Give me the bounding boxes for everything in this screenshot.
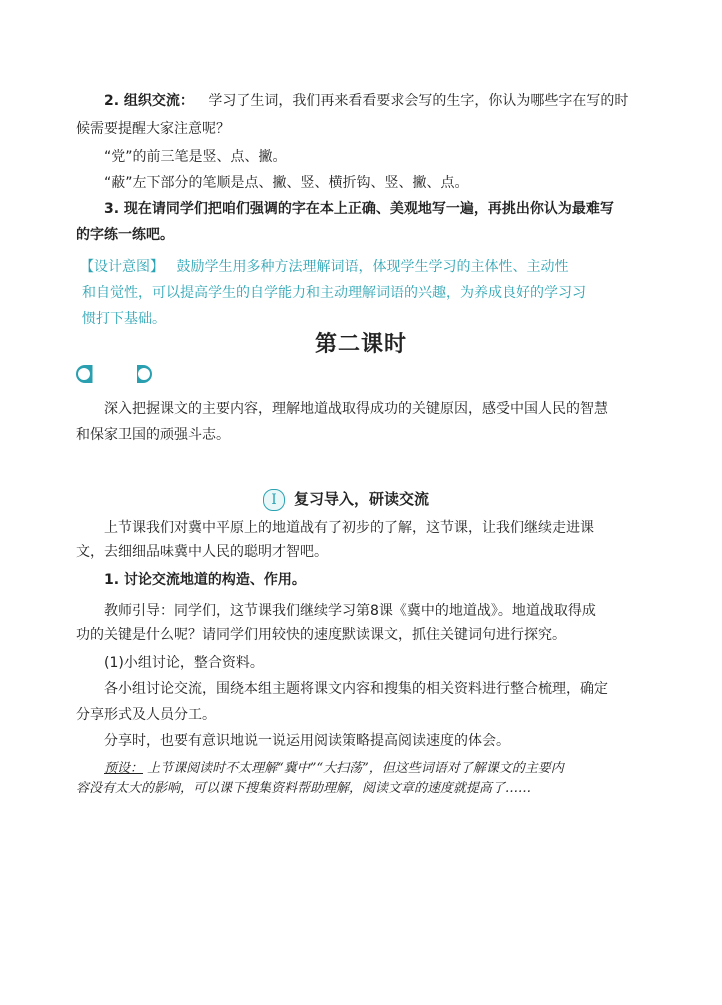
example-line2: 容没有太大的影响，可以课下搜集资料帮助理解，阅读文章的速度就提高了……	[76, 781, 532, 796]
example-line1	[104, 759, 564, 779]
note-dang: “党”的前三笔是竖、点、撇。	[104, 149, 287, 165]
example-label: 预设：	[104, 761, 144, 776]
lesson2-title: 第二课时	[314, 331, 407, 357]
badge-dot-right	[138, 368, 150, 380]
step2-text: 学习了生词，我们再来看看要求会写的生字，你认为哪些字在写的时	[208, 93, 629, 109]
example-text1: 上节课阅读时不太理解“冀中”“大扫荡”，但这些词语对了解课文的主要内	[147, 761, 564, 776]
group-line1: 各小组讨论交流，围绕本组主题将课文内容和搜集的相关资料进行整合梳理，确定	[104, 681, 608, 697]
goal-line1: 深入把握课文的主要内容，理解地道战取得成功的关键原因，感受中国人民的智慧	[104, 401, 608, 417]
design-intent-text: 鼓励学生用多种方法理解词语，体现学生学习的主体性、主动性	[176, 259, 569, 275]
design-intent-line2: 和自觉性，可以提高学生的自学能力和主动理解词语的兴趣，为养成良好的学习习	[82, 285, 586, 301]
section-title: 复习导入，研读交流	[294, 490, 430, 508]
step2-paragraph	[104, 91, 628, 111]
design-intent-line1	[80, 257, 568, 277]
section-number-badge: I	[263, 489, 285, 511]
step3-line2: 的字练一练吧。	[76, 227, 174, 243]
step2-text-cont: 候需要提醒大家注意呢？	[76, 121, 230, 137]
design-intent-line3: 惯打下基础。	[82, 311, 166, 327]
step1-title: 1. 讨论交流地道的构造、作用。	[104, 572, 306, 588]
design-intent-label: 【设计意图】	[80, 259, 164, 275]
intro-line1: 上节课我们对冀中平原上的地道战有了初步的了解，这节课，让我们继续走进课	[104, 520, 594, 536]
guide-line2: 功的关键是什么呢？请同学们用较快的速度默读课文，抓住关键词句进行探究。	[76, 627, 566, 643]
note-bi: “蔽”左下部分的笔顺是点、撇、竖、横折钩、竖、撇、点。	[104, 175, 469, 191]
share-line: 分享时，也要有意识地说一说运用阅读策略提高阅读速度的体会。	[104, 733, 510, 749]
step3-line1: 3. 现在请同学们把咱们强调的字在本上正确、美观地写一遍，再挑出你认为最难写	[104, 201, 614, 217]
group-line2: 分享形式及人员分工。	[76, 707, 216, 723]
guide-line1: 教师引导：同学们，这节课我们继续学习第8课《冀中的地道战》。地道战取得成	[104, 603, 596, 619]
intro-line2: 文，去细细品味冀中人民的聪明才智吧。	[76, 544, 328, 560]
sub-step-1: (1)小组讨论，整合资料。	[104, 655, 264, 671]
goal-line2: 和保家卫国的顽强斗志。	[76, 427, 230, 443]
step2-label: 2. 组织交流：	[104, 93, 194, 109]
teaching-goal-badge	[76, 365, 152, 383]
badge-dot-left	[78, 368, 90, 380]
